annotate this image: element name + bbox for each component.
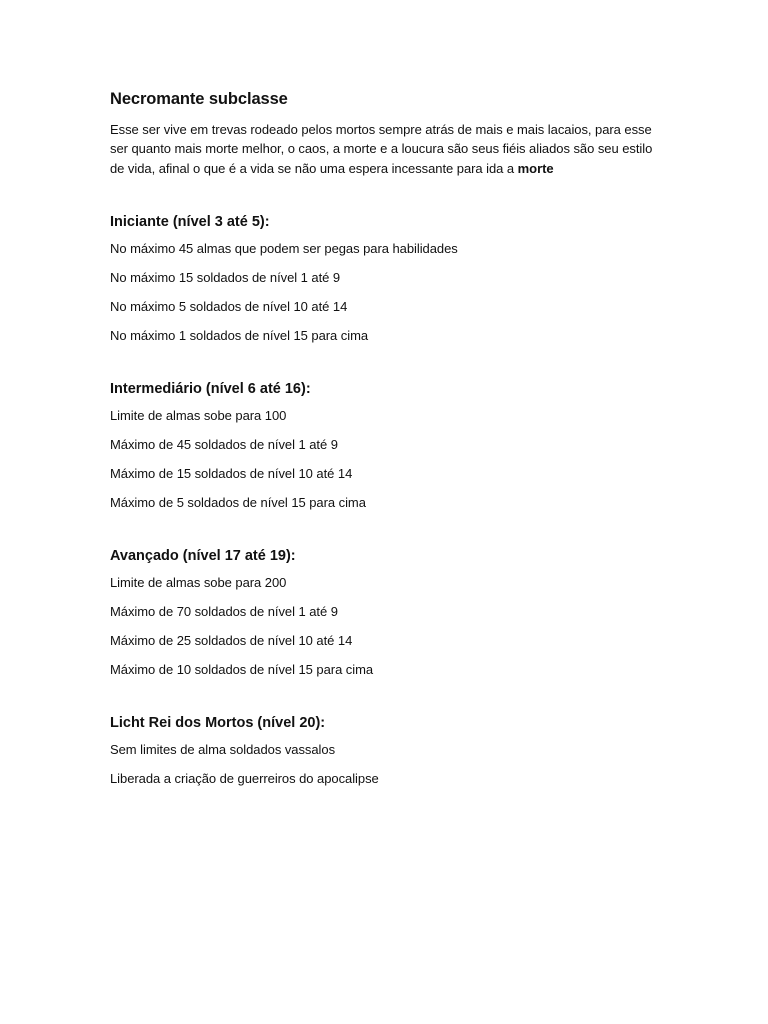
list-item: Máximo de 15 soldados de nível 10 até 14 (110, 465, 353, 481)
section-avancado (110, 546, 670, 679)
list-item: Máximo de 5 soldados de nível 15 para cima (110, 494, 366, 510)
section-list (110, 740, 670, 788)
section-intermediario (110, 379, 670, 512)
section-list (110, 239, 670, 345)
intro-bold-word: morte (517, 160, 554, 176)
intro-text: Esse ser vive em trevas rodeado pelos mortos sempre atrás de mais e mais lacaios, para esse ser quanto mais morte melhor, o caos, a morte e a loucura são seus fiéis aliados são seu estilo de vida, afinal o que é a vida se não uma espera incessante para ida a (110, 122, 653, 176)
list-item: Limite de almas sobe para 200 (110, 574, 287, 590)
list-item: No máximo 45 almas que podem ser pegas para habilidades (110, 240, 458, 256)
list-item: No máximo 15 soldados de nível 1 até 9 (110, 269, 341, 285)
section-heading: Licht Rei dos Mortos (nível 20): (110, 714, 326, 731)
list-item: No máximo 5 soldados de nível 10 até 14 (110, 298, 348, 314)
document-title: Necromante subclasse (110, 90, 288, 108)
list-item: Liberada a criação de guerreiros do apocalipse (110, 770, 379, 786)
list-item: Máximo de 25 soldados de nível 10 até 14 (110, 632, 353, 648)
section-list (110, 573, 670, 679)
list-item: Máximo de 45 soldados de nível 1 até 9 (110, 436, 338, 452)
section-list (110, 406, 670, 512)
section-heading: Avançado (nível 17 até 19): (110, 547, 296, 564)
list-item: Máximo de 10 soldados de nível 15 para cima (110, 661, 374, 677)
section-licht-rei (110, 713, 670, 788)
section-heading: Intermediário (nível 6 até 16): (110, 380, 311, 397)
intro-paragraph (110, 120, 670, 178)
list-item: No máximo 1 soldados de nível 15 para cima (110, 327, 369, 343)
list-item: Limite de almas sobe para 100 (110, 407, 287, 423)
document-content (110, 88, 670, 788)
section-iniciante (110, 212, 670, 345)
section-heading: Iniciante (nível 3 até 5): (110, 213, 270, 230)
list-item: Máximo de 70 soldados de nível 1 até 9 (110, 603, 338, 619)
list-item: Sem limites de alma soldados vassalos (110, 741, 336, 757)
